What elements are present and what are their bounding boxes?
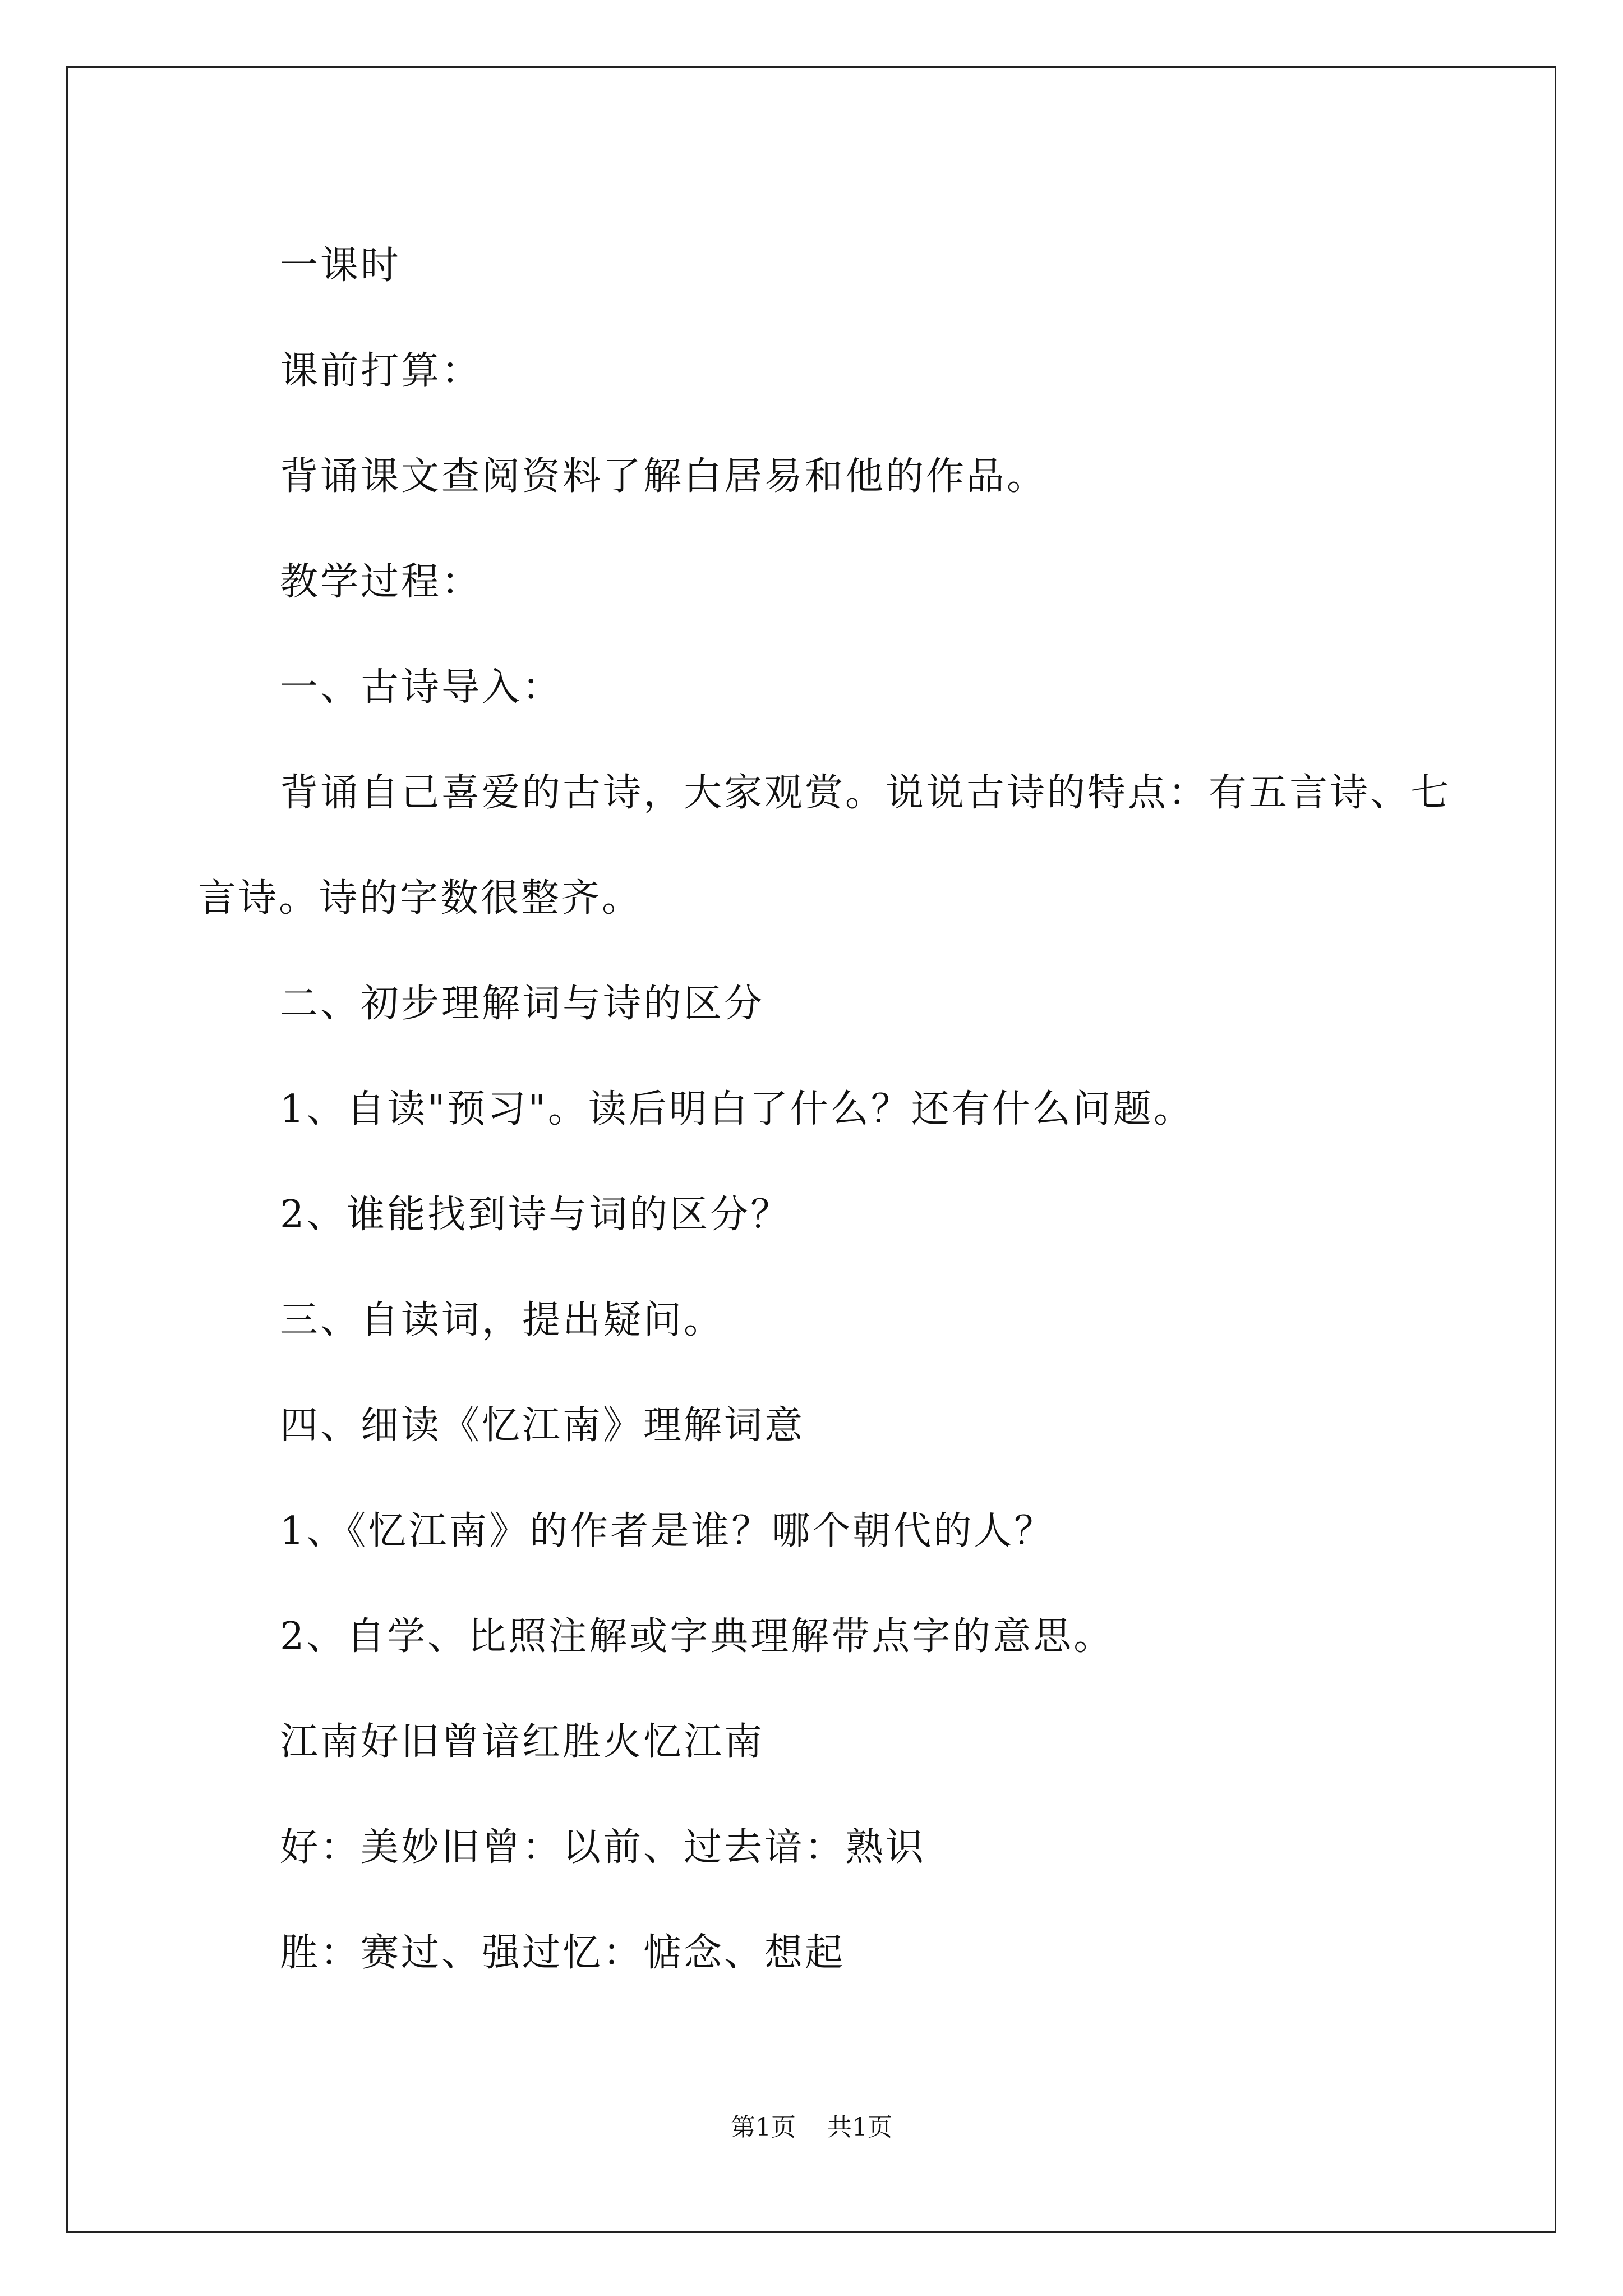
paragraph-item-1: 1、自读"预习"。读后明白了什么？还有什么问题。 [280,1087,1194,1131]
paragraph-process-heading: 教学过程： [280,560,482,604]
paragraph-preparation: 背诵课文查阅资料了解白居易和他的作品。 [280,454,1048,499]
paragraph-gloss-1: 好：美妙旧曾：以前、过去谙：熟识 [280,1825,926,1870]
paragraph-section-two: 二、初步理解词与诗的区分 [280,982,765,1026]
page-footer [0,2107,1623,2143]
paragraph-keywords: 江南好旧曾谙红胜火忆江南 [280,1720,765,1764]
paragraph-recite: 背诵自己喜爱的古诗，大家观赏。说说古诗的特点：有五言诗、七言诗。诗的字数很整齐。 [198,771,1451,921]
page-number: 第1页 [731,2113,796,2142]
paragraph-question-2: 2、自学、比照注解或字典理解带点字的意思。 [280,1614,1114,1659]
paragraph-section-three: 三、自读词，提出疑问。 [280,1298,725,1342]
document-body [198,213,1471,2006]
paragraph-item-2: 2、谁能找到诗与词的区分？ [280,1193,791,1237]
paragraph-preparation-heading: 课前打算： [280,349,482,393]
paragraph-lesson-hours: 一课时 [280,243,402,288]
paragraph-question-1: 1、《忆江南》的作者是谁？哪个朝代的人？ [280,1509,1055,1553]
paragraph-section-one: 一、古诗导入： [280,665,563,710]
page-total: 共1页 [827,2113,892,2142]
paragraph-section-four: 四、细读《忆江南》理解词意 [280,1404,805,1448]
paragraph-gloss-2: 胜：赛过、强过忆：惦念、想起 [280,1931,846,1975]
